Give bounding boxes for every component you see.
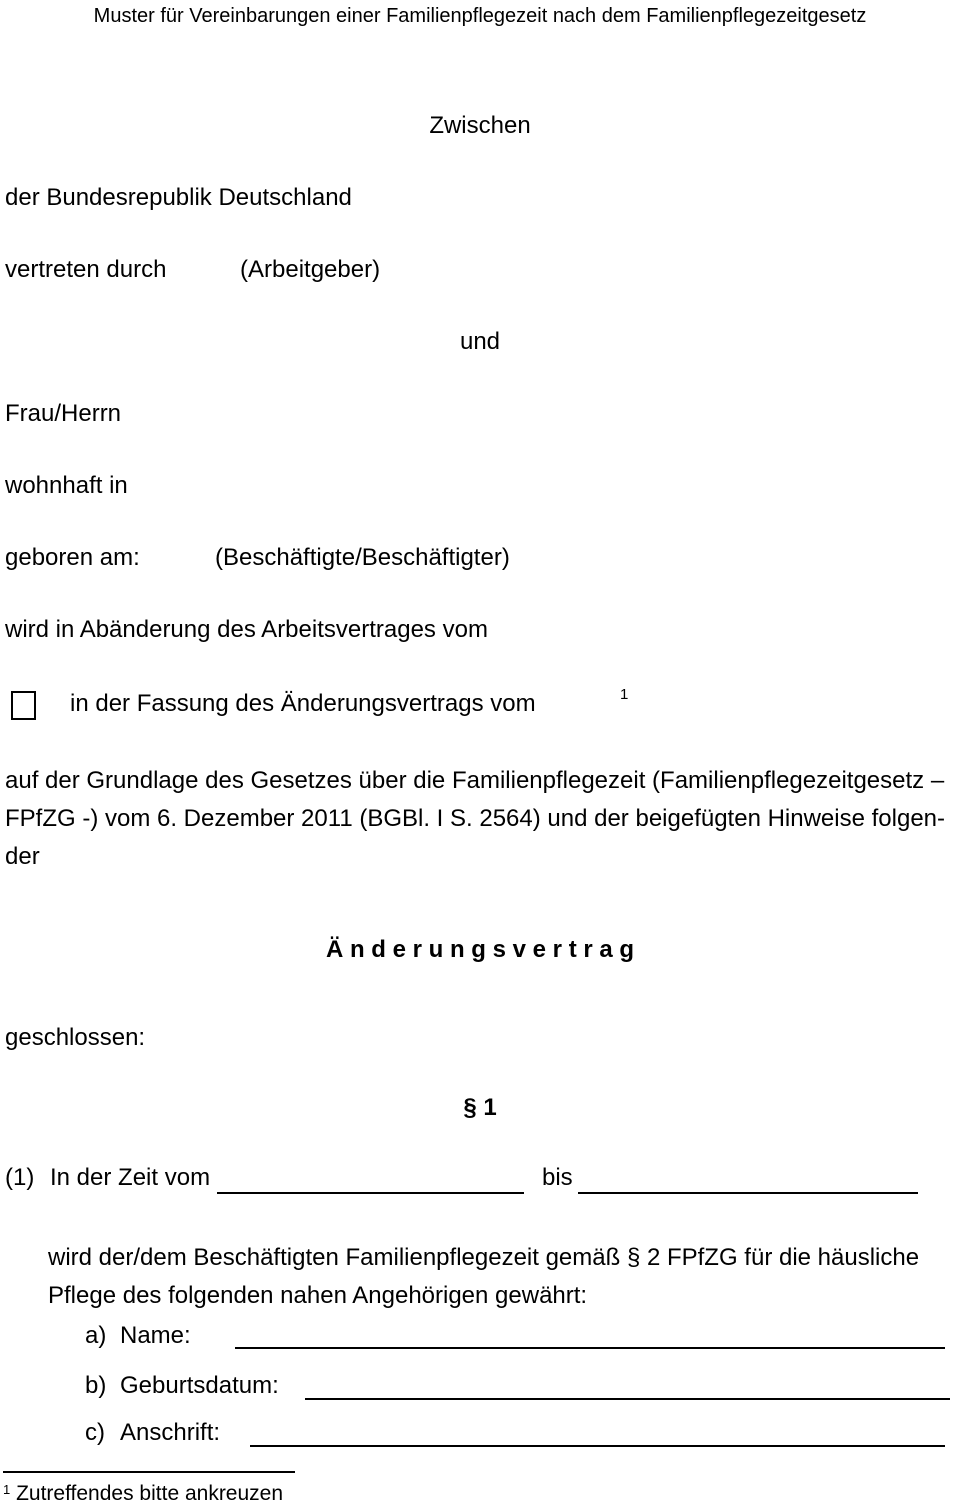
- item-c-blank-line: [250, 1423, 945, 1447]
- employee-salutation-line: Frau/Herrn: [5, 400, 122, 427]
- from-date-blank-line: [217, 1170, 524, 1194]
- footnote-ref-superscript: 1: [620, 686, 629, 703]
- between-heading: Zwischen: [429, 112, 531, 139]
- item-a-marker: a): [85, 1322, 107, 1349]
- employer-role-label: (Arbeitgeber): [240, 256, 381, 283]
- footnote: [3, 1482, 283, 1506]
- footnote-text: Zutreffendes bitte ankreuzen: [16, 1482, 284, 1505]
- legal-basis-line-3: der: [5, 843, 40, 870]
- amendment-version-checkbox[interactable]: [11, 691, 36, 720]
- employee-role-label: (Beschäftigte/Beschäftigter): [215, 544, 510, 571]
- footnote-ref: 1: [3, 1482, 11, 1497]
- section-1-heading: § 1: [463, 1094, 497, 1121]
- amendment-intro-line: wird in Abänderung des Arbeitsvertrages vom: [5, 616, 488, 643]
- clause-1-body-line-2: Pflege des folgenden nahen Angehörigen gewährt:: [48, 1282, 588, 1309]
- item-b-label: Geburtsdatum:: [120, 1372, 279, 1399]
- clause-1-body-line-1: wird der/dem Beschäftigten Familienpflegezeit gemäß § 2 FPfZG für die häusliche: [48, 1244, 920, 1271]
- clause-1-body: [48, 1239, 919, 1315]
- to-date-blank-line: [578, 1170, 918, 1194]
- residence-label: wohnhaft in: [5, 472, 128, 499]
- legal-basis-line-1: auf der Grundlage des Gesetzes über die Familienpflegezeit (Familienpflegezeitgesetz –: [5, 767, 945, 794]
- closing-label: geschlossen:: [5, 1024, 146, 1051]
- bis-label: bis: [542, 1164, 573, 1191]
- item-c-label: Anschrift:: [120, 1419, 221, 1446]
- item-a-blank-line: [235, 1325, 945, 1349]
- clause-1-number: (1): [5, 1164, 35, 1191]
- legal-basis-line-2: FPfZG -) vom 6. Dezember 2011 (BGBl. I S. 2564) und der beigefügten Hinweise folgen-: [5, 805, 946, 832]
- item-a-label: Name:: [120, 1322, 191, 1349]
- document-title: Muster für Vereinbarungen einer Familienpflegezeit nach dem Familienpflegezeitgesetz: [93, 5, 867, 27]
- legal-basis-paragraph: [5, 762, 945, 876]
- footnote-divider: [3, 1471, 295, 1473]
- employer-name-line: der Bundesrepublik Deutschland: [5, 184, 352, 211]
- item-c-marker: c): [85, 1419, 105, 1446]
- clause-1-intro: In der Zeit vom: [50, 1164, 211, 1191]
- amendment-version-label: in der Fassung des Änderungsvertrags vom: [70, 690, 536, 717]
- birth-date-label: geboren am:: [5, 544, 140, 571]
- item-b-blank-line: [305, 1376, 950, 1400]
- represented-by-label: vertreten durch: [5, 256, 167, 283]
- and-heading: und: [459, 328, 501, 355]
- contract-type-heading: Ä n d e r u n g s v e r t r a g: [325, 936, 635, 963]
- item-b-marker: b): [85, 1372, 107, 1399]
